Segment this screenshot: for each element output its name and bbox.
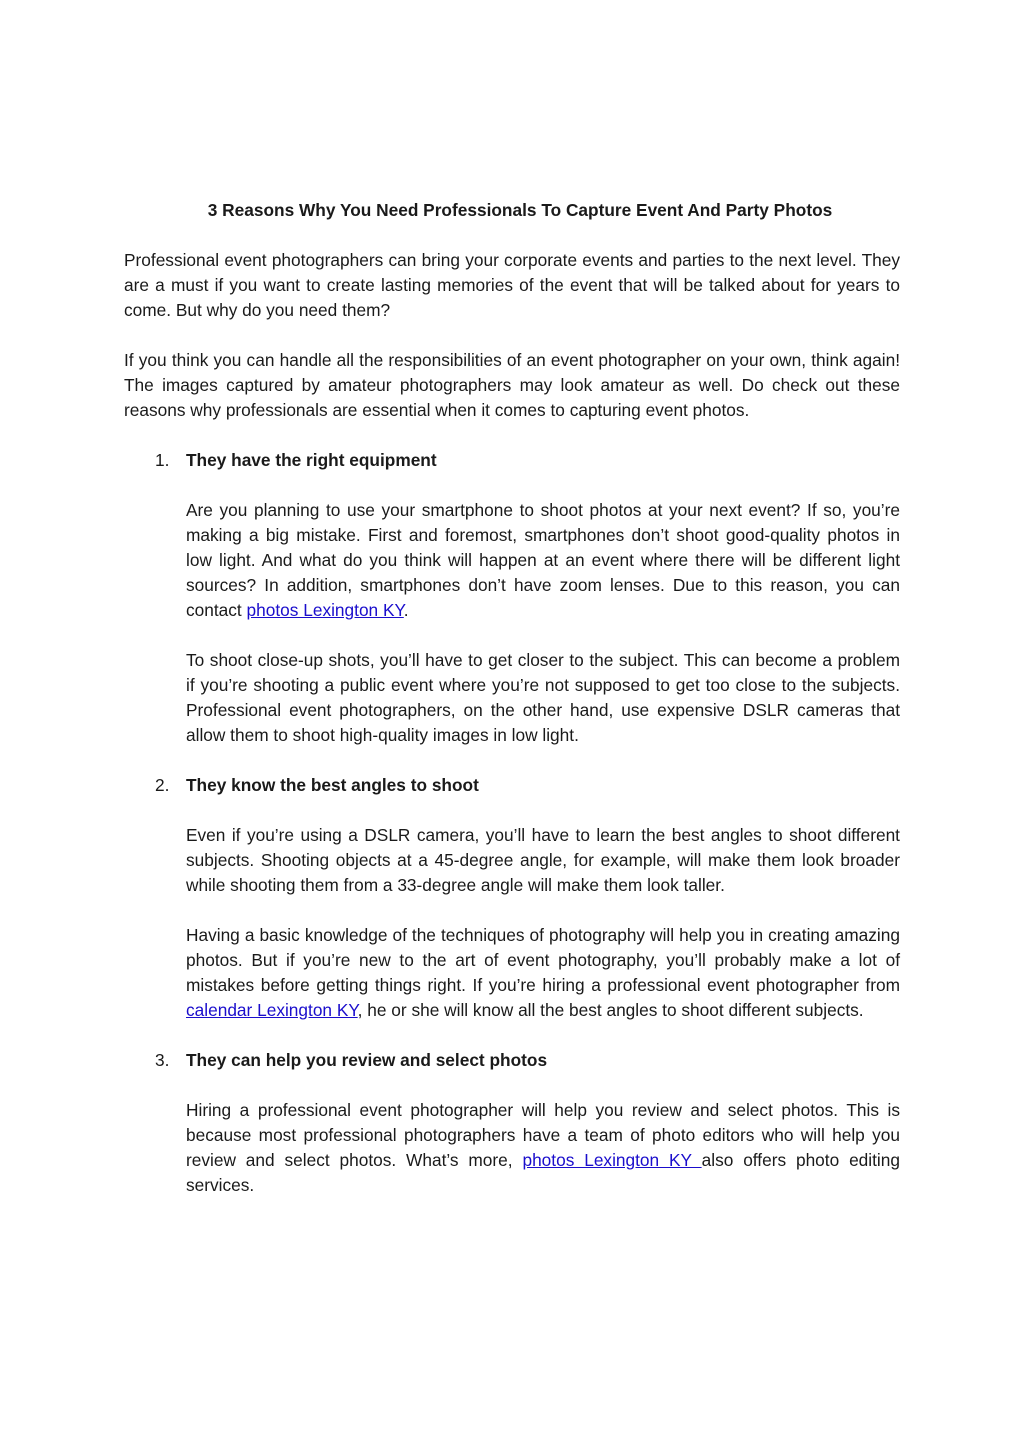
section-heading [124, 448, 900, 473]
section-body [124, 823, 900, 1023]
paragraph-text: Are you planning to use your smartphone to shoot photos at your next event? If so, you’re making a big mistake. First and foremost, smartphones don’t shoot good-quality photos in low light. And what do you think will happen at an event where there will be different light sources? In addition, smartphones don’t have zoom lenses. Due to this reason, you can contact [186, 500, 900, 620]
section-paragraph [186, 1098, 900, 1198]
paragraph-text: Having a basic knowledge of the techniques of photography will help you in creating amazing photos. But if you’re new to the art of event photography, you’ll probably make a lot of mistakes before getting things right. If you’re hiring a professional event photographer from [186, 925, 900, 995]
section-title: They know the best angles to shoot [186, 775, 479, 795]
calendar-lexington-link[interactable]: calendar Lexington KY [186, 1000, 358, 1020]
intro-paragraph-1: Professional event photographers can bring your corporate events and parties to the next level. They are a must if you want to create lasting memories of the event that will be talked about for years to come. But why do you need them? [124, 250, 900, 320]
section-number: 3. [155, 1050, 170, 1070]
section-paragraph: To shoot close-up shots, you’ll have to get closer to the subject. This can become a problem if you’re shooting a public event where you’re not supposed to get too close to the subjects. Professional event photographers, on the other hand, use expensive DSLR cameras that allow them to shoot high-quality images in low light. [186, 650, 900, 745]
section-body [124, 498, 900, 748]
section-heading [124, 1048, 900, 1073]
section-paragraph [186, 923, 900, 1023]
section-number: 2. [155, 775, 170, 795]
intro-paragraph-2: If you think you can handle all the responsibilities of an event photographer on your own, think again! The images captured by amateur photographers may look amateur as well. Do check out these reasons why professionals are essential when it comes to capturing event photos. [124, 350, 900, 420]
photos-lexington-link[interactable]: photos Lexington KY [522, 1150, 702, 1170]
document-title: 3 Reasons Why You Need Professionals To Capture Event And Party Photos [207, 200, 833, 220]
section-paragraph: Even if you’re using a DSLR camera, you’ll have to learn the best angles to shoot different subjects. Shooting objects at a 45-degree angle, for example, will make them look broader while shooting them from a 33-degree angle will make them look taller. [186, 825, 900, 895]
section-1 [124, 448, 900, 748]
section-3 [124, 1048, 900, 1198]
paragraph-text: also offers photo editing services. [186, 1150, 900, 1195]
section-title: They have the right equipment [186, 450, 437, 470]
paragraph-text: Hiring a professional event photographer will help you review and select photos. This is because most professional photographers have a team of photo editors who will help you review and select photos. What’s more, [186, 1100, 900, 1170]
paragraph-text: . [403, 600, 409, 620]
section-paragraph [186, 498, 900, 623]
section-title: They can help you review and select photos [186, 1050, 548, 1070]
section-heading [124, 773, 900, 798]
document-page [124, 198, 900, 1223]
photos-lexington-link[interactable]: photos Lexington KY [246, 600, 404, 620]
section-2 [124, 773, 900, 1023]
section-body [124, 1098, 900, 1198]
paragraph-text: , he or she will know all the best angles to shoot different subjects. [357, 1000, 864, 1020]
section-number: 1. [155, 450, 170, 470]
